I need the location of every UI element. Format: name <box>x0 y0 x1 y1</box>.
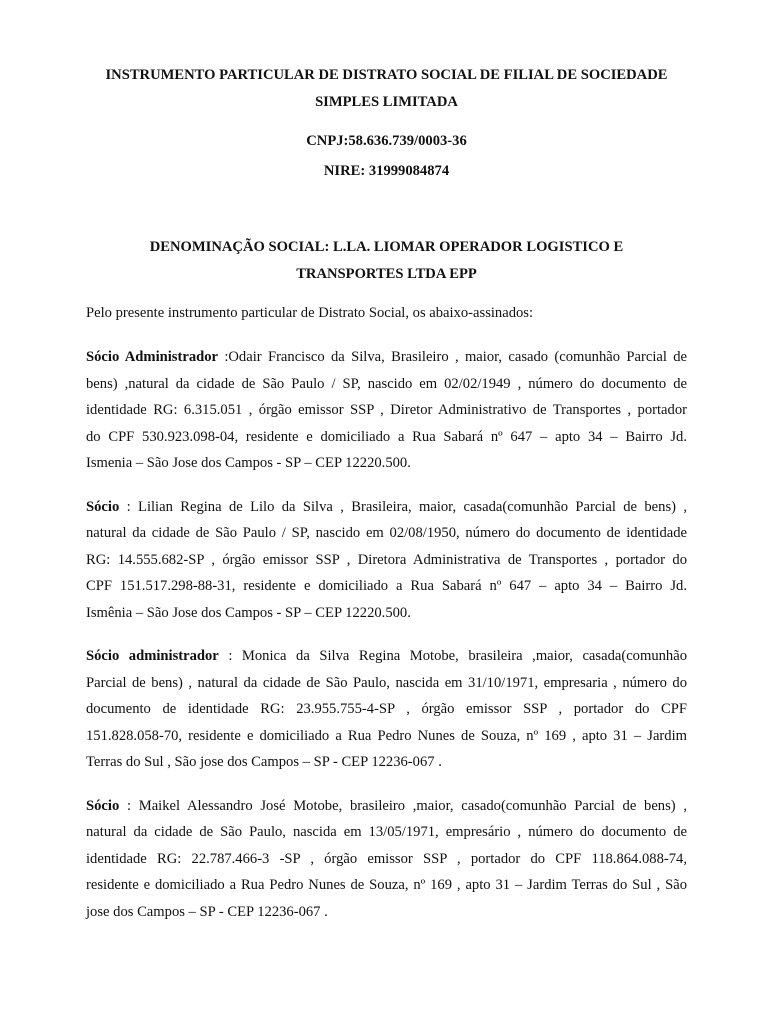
paragraph-line: do CPF 530.923.098-04, residente e domiciliado a Rua Sabará nº 647 – apto 34 – Bairro Jd. <box>86 428 687 445</box>
denominacao-line-2: TRANSPORTES LTDA EPP <box>296 266 477 282</box>
paragraph-line: identidade RG: 6.315.051 , órgão emissor SSP , Diretor Administrativo de Transportes , portador <box>86 402 687 418</box>
partner-role: Sócio <box>86 797 120 814</box>
partner-paragraph <box>86 344 687 477</box>
paragraph-line: CPF 151.517.298-88-31, residente e domiciliado a Rua Sabará nº 647 – apto 34 – Bairro Jd. <box>86 578 687 594</box>
title-line-2: SIMPLES LIMITADA <box>315 94 458 110</box>
paragraph-text: : Maikel Alessandro José Motobe, brasileiro ,maior, casado(comunhão Parcial de bens) , <box>119 797 687 814</box>
title-line-1: INSTRUMENTO PARTICULAR DE DISTRATO SOCIAL DE FILIAL DE SOCIEDADE <box>105 67 668 83</box>
denominacao-line-1: DENOMINAÇÃO SOCIAL: L.LA. LIOMAR OPERADOR LOGISTICO E <box>149 239 624 255</box>
partner-paragraph <box>86 793 687 926</box>
paragraph-text: : Lilian Regina de Lilo da Silva , Brasileira, maior, casada(comunhão Parcial de bens) , <box>119 498 687 515</box>
denominacao-social <box>86 234 687 288</box>
paragraph-line <box>86 643 687 670</box>
paragraph-text: :Odair Francisco da Silva, Brasileiro , maior, casado (comunhão Parcial de <box>218 349 688 365</box>
paragraph-line: natural da cidade de São Paulo / SP, nascido em 02/08/1950, número do documento de identidade <box>86 525 687 541</box>
document-title <box>86 62 687 116</box>
nire-line: NIRE: 31999084874 <box>323 163 450 179</box>
paragraph-line <box>86 494 687 521</box>
document-page <box>86 0 687 925</box>
partner-role: Sócio administrador <box>86 648 219 664</box>
paragraph-line: RG: 14.555.682-SP , órgão emissor SSP , Diretora Administrativa de Transportes , portador do <box>86 551 687 568</box>
paragraph-line: jose dos Campos – SP - CEP 12236-067 . <box>86 903 328 920</box>
paragraph-line <box>86 793 687 820</box>
paragraph-line: identidade RG: 22.787.466-3 -SP , órgão emissor SSP , portador do CPF 118.864.088-74, <box>86 850 687 867</box>
paragraph-line: 151.828.058-70, residente e domiciliado a Rua Pedro Nunes de Souza, nº 169 , apto 31 – Jardim <box>86 727 687 744</box>
intro-paragraph: Pelo presente instrumento particular de Distrato Social, os abaixo-assinados: <box>86 305 534 321</box>
paragraph-line: Terras do Sul , São jose dos Campos – SP - CEP 12236-067 . <box>86 754 442 770</box>
paragraph-line: Parcial de bens) , natural da cidade de São Paulo, nascida em 31/10/1971, empresaria , número do <box>86 674 687 691</box>
paragraph-line: natural da cidade de São Paulo, nascida em 13/05/1971, empresário , número do documento de <box>86 824 687 840</box>
partner-paragraph <box>86 494 687 627</box>
paragraph-line: bens) ,natural da cidade de São Paulo / SP, nascido em 02/02/1949 , número do documento de <box>86 375 687 392</box>
paragraph-line: Ismênia – São Jose dos Campos - SP – CEP 12220.500. <box>86 604 411 621</box>
partner-role: Sócio <box>86 498 120 515</box>
paragraph-line: Ismenia – São Jose dos Campos - SP – CEP 12220.500. <box>86 455 411 471</box>
paragraph-line: documento de identidade RG: 23.955.755-4-SP , órgão emissor SSP , portador do CPF <box>86 701 687 717</box>
partner-role: Sócio Administrador <box>86 349 219 365</box>
paragraph-line: residente e domiciliado a Rua Pedro Nunes de Souza, nº 169 , apto 31 – Jardim Terras do Sul , São <box>86 877 687 893</box>
paragraph-text: : Monica da Silva Regina Motobe, brasileira ,maior, casada(comunhão <box>218 648 687 664</box>
paragraph-line <box>86 344 687 371</box>
cnpj-line: CNPJ:58.636.739/0003-36 <box>306 133 467 149</box>
partner-paragraph <box>86 643 687 776</box>
